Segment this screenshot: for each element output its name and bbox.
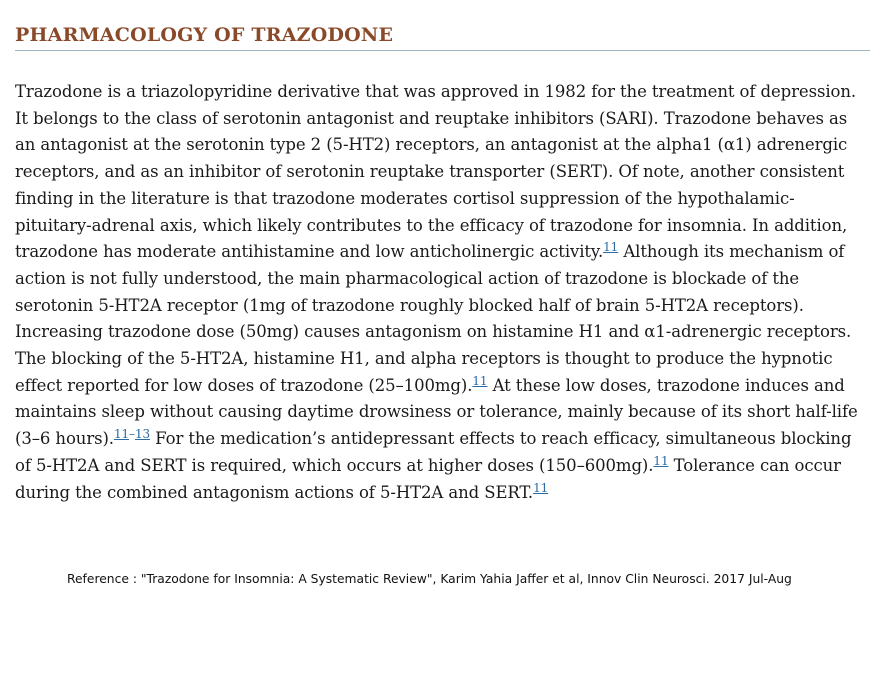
- citation-link[interactable]: 11: [113, 427, 130, 442]
- paragraph-segment: Trazodone is a triazolopyridine derivative that was approved in 1982 for the treatment of depression. It belongs to the class of serotonin antagonist and reuptake inhibitors (SARI). Trazodone behaves as an antagonist at the serotonin type 2 (5-HT2) receptors, an antagonist at the alpha1 (α1) adrenergic receptors, and as an inhibitor of serotonin reuptake transporter (SERT). Of note, another consistent finding in the literature is that trazodone moderates cortisol suppression of the hypothalamic-pituitary-adrenal axis, which likely contributes to the efficacy of trazodone for insomnia. In addition, trazodone has moderate antihistamine and low anticholinergic activity.: [15, 82, 856, 262]
- citation-link[interactable]: 13: [134, 427, 151, 442]
- article-paragraph: [15, 79, 870, 506]
- citation-link[interactable]: 11: [533, 480, 549, 495]
- paragraph-segment: Tolerance can occur during the combined antagonism actions of 5-HT2A and SERT.: [15, 455, 841, 502]
- section-heading: PHARMACOLOGY OF TRAZODONE: [15, 22, 870, 51]
- reference-note: Reference : "Trazodone for Insomnia: A Systematic Review", Karim Yahia Jaffer et al, Innov Clin Neurosci. 2017 Jul-Aug: [67, 572, 792, 586]
- paragraph-segment: For the medication’s antidepressant effects to reach efficacy, simultaneous blocking of 5-HT2A and SERT is required, which occurs at higher doses (150–600mg).: [15, 429, 852, 475]
- paragraph-segment: At these low doses, trazodone induces and maintains sleep without causing daytime drowsiness or tolerance, mainly because of its short half-life (3–6 hours).: [15, 375, 858, 449]
- citation-link[interactable]: 11: [472, 373, 488, 388]
- citation-range-separator: –: [129, 427, 135, 442]
- article: [15, 22, 870, 506]
- paragraph-segment: Although its mechanism of action is not fully understood, the main pharmacological action of trazodone is blockade of the serotonin 5-HT2A receptor (1mg of trazodone roughly blocked half of brain 5-HT2A receptors). Increasing trazodone dose (50mg) causes antagonism on histamine H1 and α1-adrenergic receptors. The blocking of the 5-HT2A, histamine H1, and alpha receptors is thought to produce the hypnotic effect reported for low doses of trazodone (25–100mg).: [15, 242, 852, 395]
- citation-link[interactable]: 11: [653, 453, 669, 468]
- citation-link[interactable]: 11: [603, 240, 619, 255]
